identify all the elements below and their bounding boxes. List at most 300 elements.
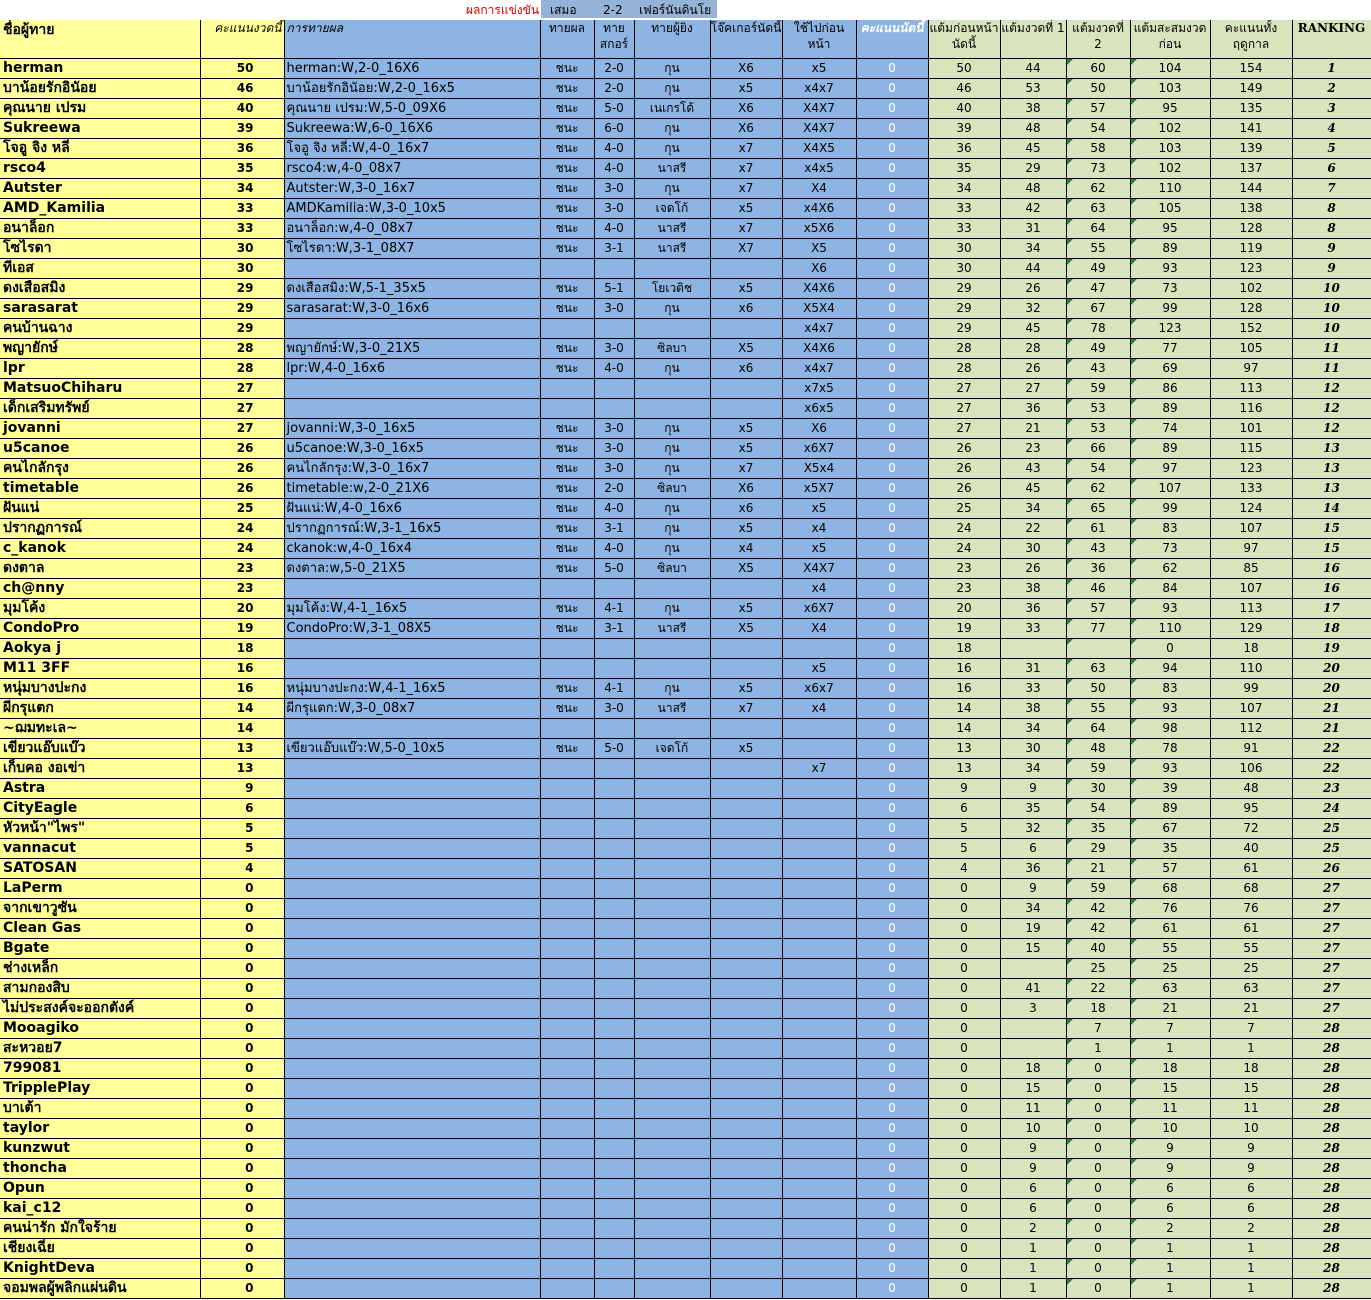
round-score-cell[interactable]: 26: [200, 439, 284, 459]
scorer-cell[interactable]: [634, 1179, 710, 1199]
round-score-cell[interactable]: 0: [200, 1199, 284, 1219]
round2-cell[interactable]: 57: [1066, 99, 1130, 119]
joker-cell[interactable]: X6: [710, 59, 782, 79]
joker-cell[interactable]: [710, 979, 782, 999]
accum-cell[interactable]: 89: [1130, 439, 1210, 459]
score-cell[interactable]: [594, 879, 634, 899]
joker-cell[interactable]: [710, 819, 782, 839]
round1-cell[interactable]: 9: [1000, 1139, 1066, 1159]
accum-cell[interactable]: 68: [1130, 879, 1210, 899]
result-cell[interactable]: ชนะ: [540, 219, 594, 239]
rank-cell[interactable]: 12: [1292, 399, 1371, 419]
used-joker-cell[interactable]: [782, 1279, 856, 1299]
round-score-cell[interactable]: 0: [200, 999, 284, 1019]
match-points-cell[interactable]: 0: [856, 919, 928, 939]
score-cell[interactable]: [594, 1119, 634, 1139]
player-name-cell[interactable]: ทีเอส: [0, 259, 200, 279]
accum-cell[interactable]: 1: [1130, 1239, 1210, 1259]
season-total-cell[interactable]: 144: [1210, 179, 1292, 199]
round2-cell[interactable]: 55: [1066, 699, 1130, 719]
round1-cell[interactable]: 9: [1000, 879, 1066, 899]
match-points-cell[interactable]: 0: [856, 719, 928, 739]
scorer-cell[interactable]: [634, 939, 710, 959]
prev-points-cell[interactable]: 0: [928, 1199, 1000, 1219]
used-joker-cell[interactable]: [782, 819, 856, 839]
round2-cell[interactable]: 43: [1066, 359, 1130, 379]
joker-cell[interactable]: X5: [710, 559, 782, 579]
scorer-cell[interactable]: [634, 1099, 710, 1119]
score-cell[interactable]: 4-1: [594, 679, 634, 699]
prediction-cell[interactable]: AMDKamilia:W,3-0_10x5: [284, 199, 540, 219]
season-total-cell[interactable]: 102: [1210, 279, 1292, 299]
score-cell[interactable]: [594, 799, 634, 819]
round2-cell[interactable]: 64: [1066, 219, 1130, 239]
season-total-cell[interactable]: 91: [1210, 739, 1292, 759]
rank-cell[interactable]: 28: [1292, 1279, 1371, 1299]
prediction-cell[interactable]: [284, 399, 540, 419]
accum-cell[interactable]: 15: [1130, 1079, 1210, 1099]
round1-cell[interactable]: 28: [1000, 339, 1066, 359]
round-score-cell[interactable]: 16: [200, 679, 284, 699]
accum-cell[interactable]: 89: [1130, 239, 1210, 259]
result-cell[interactable]: ชนะ: [540, 79, 594, 99]
rank-cell[interactable]: 28: [1292, 1119, 1371, 1139]
prediction-cell[interactable]: [284, 899, 540, 919]
prediction-cell[interactable]: ผีกรุแตก:W,3-0_08x7: [284, 699, 540, 719]
match-points-cell[interactable]: 0: [856, 359, 928, 379]
joker-cell[interactable]: [710, 1139, 782, 1159]
round2-cell[interactable]: [1066, 639, 1130, 659]
round1-cell[interactable]: 45: [1000, 319, 1066, 339]
prediction-cell[interactable]: timetable:w,2-0_21X6: [284, 479, 540, 499]
accum-cell[interactable]: 95: [1130, 219, 1210, 239]
round2-cell[interactable]: 54: [1066, 119, 1130, 139]
player-name-cell[interactable]: คนไกลักรุง: [0, 459, 200, 479]
round1-cell[interactable]: 45: [1000, 139, 1066, 159]
result-cell[interactable]: [540, 1119, 594, 1139]
rank-cell[interactable]: 10: [1292, 319, 1371, 339]
result-cell[interactable]: [540, 1099, 594, 1119]
player-name-cell[interactable]: ch@nny: [0, 579, 200, 599]
rank-cell[interactable]: 28: [1292, 1139, 1371, 1159]
result-cell[interactable]: [540, 919, 594, 939]
used-joker-cell[interactable]: x6x5: [782, 399, 856, 419]
round-score-cell[interactable]: 0: [200, 1159, 284, 1179]
accum-cell[interactable]: 73: [1130, 279, 1210, 299]
accum-cell[interactable]: 62: [1130, 559, 1210, 579]
scorer-cell[interactable]: กุน: [634, 359, 710, 379]
rank-cell[interactable]: 27: [1292, 979, 1371, 999]
round-score-cell[interactable]: 14: [200, 699, 284, 719]
player-name-cell[interactable]: อนาล็อก: [0, 219, 200, 239]
round-score-cell[interactable]: 0: [200, 979, 284, 999]
round1-cell[interactable]: 32: [1000, 299, 1066, 319]
rank-cell[interactable]: 12: [1292, 379, 1371, 399]
joker-cell[interactable]: x4: [710, 539, 782, 559]
rank-cell[interactable]: 16: [1292, 579, 1371, 599]
rank-cell[interactable]: 14: [1292, 499, 1371, 519]
accum-cell[interactable]: 107: [1130, 479, 1210, 499]
accum-cell[interactable]: 10: [1130, 1119, 1210, 1139]
prediction-cell[interactable]: CondoPro:W,3-1_08X5: [284, 619, 540, 639]
result-cell[interactable]: ชนะ: [540, 479, 594, 499]
player-name-cell[interactable]: CondoPro: [0, 619, 200, 639]
scorer-cell[interactable]: [634, 1239, 710, 1259]
prediction-cell[interactable]: Autster:W,3-0_16x7: [284, 179, 540, 199]
accum-cell[interactable]: 86: [1130, 379, 1210, 399]
scorer-cell[interactable]: ซิลบา: [634, 559, 710, 579]
rank-cell[interactable]: 6: [1292, 159, 1371, 179]
match-points-cell[interactable]: 0: [856, 1199, 928, 1219]
prev-points-cell[interactable]: 16: [928, 659, 1000, 679]
joker-cell[interactable]: x5: [710, 599, 782, 619]
scorer-cell[interactable]: [634, 759, 710, 779]
prediction-cell[interactable]: [284, 1019, 540, 1039]
joker-cell[interactable]: [710, 1039, 782, 1059]
prediction-cell[interactable]: [284, 1059, 540, 1079]
prediction-cell[interactable]: [284, 1099, 540, 1119]
used-joker-cell[interactable]: x6X7: [782, 439, 856, 459]
prev-points-cell[interactable]: 0: [928, 939, 1000, 959]
season-total-cell[interactable]: 6: [1210, 1179, 1292, 1199]
score-cell[interactable]: [594, 1219, 634, 1239]
scorer-cell[interactable]: กุน: [634, 439, 710, 459]
accum-cell[interactable]: 63: [1130, 979, 1210, 999]
joker-cell[interactable]: [710, 959, 782, 979]
scorer-cell[interactable]: [634, 399, 710, 419]
season-total-cell[interactable]: 21: [1210, 999, 1292, 1019]
used-joker-cell[interactable]: x4X6: [782, 199, 856, 219]
score-cell[interactable]: 4-0: [594, 539, 634, 559]
used-joker-cell[interactable]: X4: [782, 619, 856, 639]
rank-cell[interactable]: 16: [1292, 559, 1371, 579]
match-points-cell[interactable]: 0: [856, 319, 928, 339]
prev-points-cell[interactable]: 0: [928, 979, 1000, 999]
used-joker-cell[interactable]: [782, 719, 856, 739]
round1-cell[interactable]: 19: [1000, 919, 1066, 939]
rank-cell[interactable]: 13: [1292, 439, 1371, 459]
prediction-cell[interactable]: [284, 839, 540, 859]
score-cell[interactable]: [594, 719, 634, 739]
round2-cell[interactable]: 53: [1066, 419, 1130, 439]
prediction-cell[interactable]: [284, 859, 540, 879]
player-name-cell[interactable]: คนน่ารัก มักใจร้าย: [0, 1219, 200, 1239]
round2-cell[interactable]: 58: [1066, 139, 1130, 159]
prediction-cell[interactable]: [284, 579, 540, 599]
scorer-cell[interactable]: [634, 879, 710, 899]
prediction-cell[interactable]: [284, 659, 540, 679]
match-points-cell[interactable]: 0: [856, 379, 928, 399]
prev-points-cell[interactable]: 6: [928, 799, 1000, 819]
result-cell[interactable]: [540, 799, 594, 819]
prediction-cell[interactable]: มุมโค้ง:W,4-1_16x5: [284, 599, 540, 619]
scorer-cell[interactable]: กุน: [634, 519, 710, 539]
rank-cell[interactable]: 27: [1292, 919, 1371, 939]
player-name-cell[interactable]: Aokya j: [0, 639, 200, 659]
rank-cell[interactable]: 28: [1292, 1239, 1371, 1259]
score-cell[interactable]: [594, 1279, 634, 1299]
result-cell[interactable]: [540, 579, 594, 599]
accum-cell[interactable]: 77: [1130, 339, 1210, 359]
round-score-cell[interactable]: 29: [200, 299, 284, 319]
round-score-cell[interactable]: 46: [200, 79, 284, 99]
score-cell[interactable]: 3-1: [594, 239, 634, 259]
score-cell[interactable]: [594, 1019, 634, 1039]
player-name-cell[interactable]: CityEagle: [0, 799, 200, 819]
round-score-cell[interactable]: 40: [200, 99, 284, 119]
joker-cell[interactable]: x5: [710, 79, 782, 99]
result-cell[interactable]: ชนะ: [540, 619, 594, 639]
result-cell[interactable]: ชนะ: [540, 459, 594, 479]
accum-cell[interactable]: 55: [1130, 939, 1210, 959]
season-total-cell[interactable]: 154: [1210, 59, 1292, 79]
season-total-cell[interactable]: 9: [1210, 1159, 1292, 1179]
prediction-cell[interactable]: Sukreewa:W,6-0_16X6: [284, 119, 540, 139]
score-cell[interactable]: [594, 839, 634, 859]
round-score-cell[interactable]: 34: [200, 179, 284, 199]
season-total-cell[interactable]: 10: [1210, 1119, 1292, 1139]
round1-cell[interactable]: [1000, 1039, 1066, 1059]
round-score-cell[interactable]: 0: [200, 919, 284, 939]
match-points-cell[interactable]: 0: [856, 839, 928, 859]
score-cell[interactable]: [594, 1059, 634, 1079]
prediction-cell[interactable]: [284, 379, 540, 399]
prediction-cell[interactable]: [284, 979, 540, 999]
result-cell[interactable]: ชนะ: [540, 139, 594, 159]
prev-points-cell[interactable]: 33: [928, 219, 1000, 239]
season-total-cell[interactable]: 6: [1210, 1199, 1292, 1219]
round2-cell[interactable]: 36: [1066, 559, 1130, 579]
used-joker-cell[interactable]: X4X5: [782, 139, 856, 159]
rank-cell[interactable]: 21: [1292, 699, 1371, 719]
round2-cell[interactable]: 42: [1066, 899, 1130, 919]
prev-points-cell[interactable]: 39: [928, 119, 1000, 139]
round1-cell[interactable]: 15: [1000, 939, 1066, 959]
rank-cell[interactable]: 28: [1292, 1219, 1371, 1239]
season-total-cell[interactable]: 141: [1210, 119, 1292, 139]
joker-cell[interactable]: x6: [710, 499, 782, 519]
scorer-cell[interactable]: [634, 1079, 710, 1099]
result-cell[interactable]: [540, 959, 594, 979]
player-name-cell[interactable]: Opun: [0, 1179, 200, 1199]
used-joker-cell[interactable]: [782, 1039, 856, 1059]
scorer-cell[interactable]: [634, 639, 710, 659]
rank-cell[interactable]: 28: [1292, 1079, 1371, 1099]
accum-cell[interactable]: 93: [1130, 259, 1210, 279]
prediction-cell[interactable]: [284, 999, 540, 1019]
season-total-cell[interactable]: 113: [1210, 379, 1292, 399]
scorer-cell[interactable]: กุน: [634, 539, 710, 559]
accum-cell[interactable]: 57: [1130, 859, 1210, 879]
joker-cell[interactable]: x5: [710, 279, 782, 299]
prediction-cell[interactable]: [284, 1179, 540, 1199]
joker-cell[interactable]: [710, 759, 782, 779]
scorer-cell[interactable]: [634, 1159, 710, 1179]
result-cell[interactable]: [540, 819, 594, 839]
used-joker-cell[interactable]: x4: [782, 579, 856, 599]
round1-cell[interactable]: 15: [1000, 1079, 1066, 1099]
prediction-cell[interactable]: [284, 1159, 540, 1179]
accum-cell[interactable]: 6: [1130, 1199, 1210, 1219]
round-score-cell[interactable]: 0: [200, 1179, 284, 1199]
season-total-cell[interactable]: 116: [1210, 399, 1292, 419]
score-cell[interactable]: [594, 639, 634, 659]
rank-cell[interactable]: 4: [1292, 119, 1371, 139]
player-name-cell[interactable]: MatsuoChiharu: [0, 379, 200, 399]
rank-cell[interactable]: 11: [1292, 359, 1371, 379]
prev-points-cell[interactable]: 23: [928, 559, 1000, 579]
round1-cell[interactable]: 6: [1000, 1179, 1066, 1199]
match-points-cell[interactable]: 0: [856, 179, 928, 199]
round1-cell[interactable]: 48: [1000, 119, 1066, 139]
prev-points-cell[interactable]: 5: [928, 839, 1000, 859]
used-joker-cell[interactable]: [782, 1239, 856, 1259]
prev-points-cell[interactable]: 27: [928, 419, 1000, 439]
prediction-cell[interactable]: คนไกลักรุง:W,3-0_16x7: [284, 459, 540, 479]
round-score-cell[interactable]: 0: [200, 1139, 284, 1159]
round-score-cell[interactable]: 0: [200, 1119, 284, 1139]
score-cell[interactable]: 6-0: [594, 119, 634, 139]
result-cell[interactable]: ชนะ: [540, 519, 594, 539]
match-points-cell[interactable]: 0: [856, 899, 928, 919]
match-points-cell[interactable]: 0: [856, 699, 928, 719]
rank-cell[interactable]: 8: [1292, 199, 1371, 219]
rank-cell[interactable]: 8: [1292, 219, 1371, 239]
round1-cell[interactable]: 33: [1000, 619, 1066, 639]
season-total-cell[interactable]: 119: [1210, 239, 1292, 259]
result-cell[interactable]: ชนะ: [540, 239, 594, 259]
result-cell[interactable]: [540, 259, 594, 279]
prev-points-cell[interactable]: 0: [928, 959, 1000, 979]
used-joker-cell[interactable]: [782, 799, 856, 819]
match-points-cell[interactable]: 0: [856, 459, 928, 479]
accum-cell[interactable]: 73: [1130, 539, 1210, 559]
round1-cell[interactable]: 48: [1000, 179, 1066, 199]
joker-cell[interactable]: [710, 1239, 782, 1259]
rank-cell[interactable]: 12: [1292, 419, 1371, 439]
scorer-cell[interactable]: [634, 719, 710, 739]
joker-cell[interactable]: [710, 1119, 782, 1139]
accum-cell[interactable]: 83: [1130, 679, 1210, 699]
score-cell[interactable]: 2-0: [594, 79, 634, 99]
prev-points-cell[interactable]: 0: [928, 1099, 1000, 1119]
season-total-cell[interactable]: 123: [1210, 459, 1292, 479]
match-points-cell[interactable]: 0: [856, 1239, 928, 1259]
match-points-cell[interactable]: 0: [856, 219, 928, 239]
season-total-cell[interactable]: 7: [1210, 1019, 1292, 1039]
prediction-cell[interactable]: เขียวแอ๊บแบ๊ว:W,5-0_10x5: [284, 739, 540, 759]
joker-cell[interactable]: [710, 879, 782, 899]
scorer-cell[interactable]: กุน: [634, 299, 710, 319]
round1-cell[interactable]: 41: [1000, 979, 1066, 999]
rank-cell[interactable]: 25: [1292, 819, 1371, 839]
prev-points-cell[interactable]: 0: [928, 1139, 1000, 1159]
prev-points-cell[interactable]: 13: [928, 739, 1000, 759]
scorer-cell[interactable]: [634, 259, 710, 279]
match-points-cell[interactable]: 0: [856, 939, 928, 959]
scorer-cell[interactable]: กุน: [634, 139, 710, 159]
used-joker-cell[interactable]: X5x4: [782, 459, 856, 479]
joker-cell[interactable]: x7: [710, 159, 782, 179]
season-total-cell[interactable]: 61: [1210, 919, 1292, 939]
round-score-cell[interactable]: 23: [200, 579, 284, 599]
prev-points-cell[interactable]: 30: [928, 239, 1000, 259]
accum-cell[interactable]: 61: [1130, 919, 1210, 939]
result-cell[interactable]: [540, 719, 594, 739]
result-cell[interactable]: [540, 1059, 594, 1079]
round-score-cell[interactable]: 5: [200, 839, 284, 859]
round-score-cell[interactable]: 13: [200, 759, 284, 779]
season-total-cell[interactable]: 129: [1210, 619, 1292, 639]
match-points-cell[interactable]: 0: [856, 639, 928, 659]
joker-cell[interactable]: X6: [710, 119, 782, 139]
accum-cell[interactable]: 74: [1130, 419, 1210, 439]
scorer-cell[interactable]: กุน: [634, 459, 710, 479]
round1-cell[interactable]: 6: [1000, 1199, 1066, 1219]
scorer-cell[interactable]: [634, 1039, 710, 1059]
result-cell[interactable]: [540, 1039, 594, 1059]
round-score-cell[interactable]: 0: [200, 1239, 284, 1259]
scorer-cell[interactable]: นาสรี: [634, 159, 710, 179]
season-total-cell[interactable]: 107: [1210, 519, 1292, 539]
round-score-cell[interactable]: 0: [200, 1039, 284, 1059]
result-cell[interactable]: [540, 639, 594, 659]
round-score-cell[interactable]: 35: [200, 159, 284, 179]
prediction-cell[interactable]: โจอู จิง หลี่:W,4-0_16x7: [284, 139, 540, 159]
joker-cell[interactable]: [710, 799, 782, 819]
round2-cell[interactable]: 65: [1066, 499, 1130, 519]
player-name-cell[interactable]: โซไรดา: [0, 239, 200, 259]
score-cell[interactable]: 4-0: [594, 139, 634, 159]
joker-cell[interactable]: x5: [710, 739, 782, 759]
used-joker-cell[interactable]: [782, 1199, 856, 1219]
used-joker-cell[interactable]: X4X6: [782, 279, 856, 299]
scorer-cell[interactable]: นาสรี: [634, 239, 710, 259]
result-cell[interactable]: ชนะ: [540, 699, 594, 719]
prediction-cell[interactable]: [284, 719, 540, 739]
round1-cell[interactable]: 30: [1000, 739, 1066, 759]
match-points-cell[interactable]: 0: [856, 659, 928, 679]
result-cell[interactable]: ชนะ: [540, 739, 594, 759]
joker-cell[interactable]: x7: [710, 219, 782, 239]
match-points-cell[interactable]: 0: [856, 439, 928, 459]
result-cell[interactable]: ชนะ: [540, 339, 594, 359]
joker-cell[interactable]: [710, 1019, 782, 1039]
prev-points-cell[interactable]: 0: [928, 999, 1000, 1019]
joker-cell[interactable]: [710, 319, 782, 339]
used-joker-cell[interactable]: [782, 979, 856, 999]
prev-points-cell[interactable]: 40: [928, 99, 1000, 119]
score-cell[interactable]: 3-0: [594, 459, 634, 479]
round1-cell[interactable]: 34: [1000, 899, 1066, 919]
season-total-cell[interactable]: 9: [1210, 1139, 1292, 1159]
result-cell[interactable]: [540, 1019, 594, 1039]
match-points-cell[interactable]: 0: [856, 879, 928, 899]
used-joker-cell[interactable]: X4X7: [782, 119, 856, 139]
prediction-cell[interactable]: บาน้อยรักอินัอย:W,2-0_16x5: [284, 79, 540, 99]
scorer-cell[interactable]: กุน: [634, 499, 710, 519]
prediction-cell[interactable]: [284, 939, 540, 959]
used-joker-cell[interactable]: [782, 1019, 856, 1039]
prediction-cell[interactable]: jovanni:W,3-0_16x5: [284, 419, 540, 439]
season-total-cell[interactable]: 48: [1210, 779, 1292, 799]
prediction-cell[interactable]: ฝันแน่:W,4-0_16x6: [284, 499, 540, 519]
player-name-cell[interactable]: โจอู จิง หลี่: [0, 139, 200, 159]
used-joker-cell[interactable]: [782, 839, 856, 859]
prediction-cell[interactable]: herman:W,2-0_16X6: [284, 59, 540, 79]
result-cell[interactable]: [540, 999, 594, 1019]
player-name-cell[interactable]: ไม่ประสงค์จะออกตังค์: [0, 999, 200, 1019]
